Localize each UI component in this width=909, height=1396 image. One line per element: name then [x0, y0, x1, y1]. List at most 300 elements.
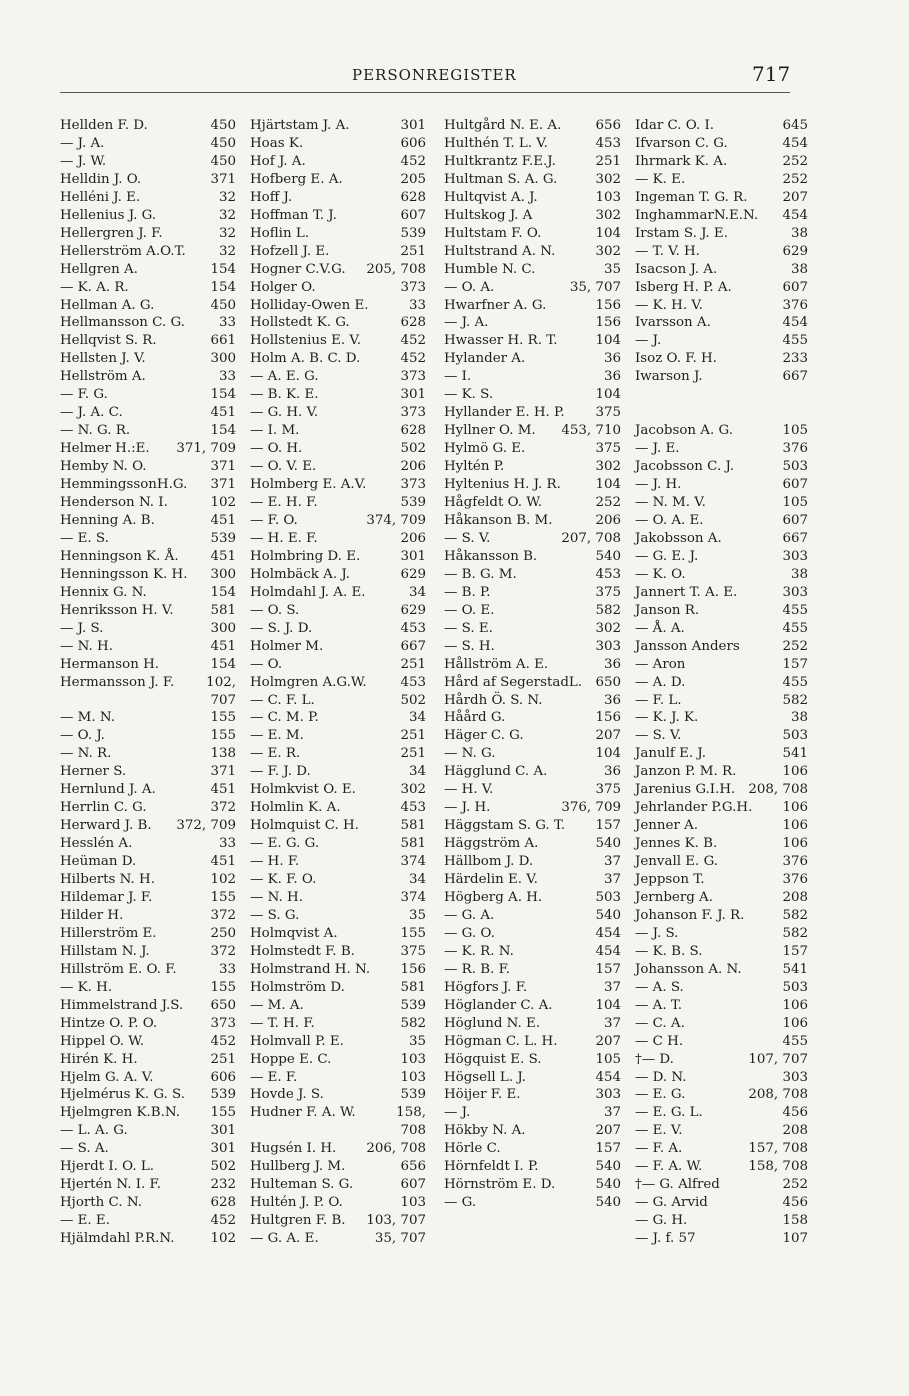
entry-page-reference: 32: [218, 189, 236, 205]
entry-page-reference: 301: [400, 118, 426, 133]
entry-name: Jehrlander P.G.H.: [635, 800, 753, 816]
entry-page-reference: 37: [603, 1105, 621, 1121]
entry-page-reference: 650: [210, 997, 236, 1013]
entry-page-reference: 303: [782, 584, 808, 600]
entry-name: Hoppe E. C.: [250, 1051, 332, 1067]
register-entry: [635, 1104, 808, 1122]
register-entry: [635, 979, 808, 997]
register-entry: [635, 853, 808, 871]
entry-name: Hultgren F. B.: [250, 1213, 346, 1229]
entry-name: Jacobson A. G.: [635, 423, 733, 439]
entry-page-reference: 102: [210, 1231, 236, 1247]
entry-page-reference: 33: [218, 961, 236, 977]
entry-name: Höglander C. A.: [444, 997, 553, 1013]
register-entry: [635, 1140, 808, 1158]
entry-name: Jacobsson C. J.: [635, 459, 735, 475]
entry-page-reference: 303: [782, 1069, 808, 1085]
register-entry: [444, 135, 621, 153]
register-entry: [250, 171, 426, 189]
entry-name: Hård af SegerstadL.: [444, 674, 583, 690]
entry-page-reference: 208: [782, 1123, 808, 1139]
entry-page-reference: 34: [408, 584, 426, 600]
entry-name: — O.: [250, 656, 283, 672]
entry-name: — O. A.: [444, 279, 495, 295]
register-entry: [444, 1051, 621, 1069]
entry-page-reference: 302: [595, 243, 621, 259]
entry-page-reference: 502: [210, 1159, 236, 1175]
register-entry: [60, 656, 236, 674]
entry-page-reference: 454: [595, 943, 621, 959]
entry-page-reference: 450: [210, 297, 236, 313]
header-rule: [60, 92, 790, 93]
entry-name: — E. R.: [250, 746, 301, 762]
entry-name: Hellden F. D.: [60, 118, 148, 133]
register-column-1: [60, 117, 236, 1248]
entry-name: Irstam S. J. E.: [635, 225, 728, 241]
entry-page-reference: 206: [595, 512, 621, 528]
entry-page-reference: 252: [782, 171, 808, 187]
entry-name: Ifvarson C. G.: [635, 135, 728, 151]
entry-name: Häggström A.: [444, 836, 539, 852]
entry-name: — G.: [444, 1195, 477, 1211]
entry-page-reference: 372: [210, 907, 236, 923]
entry-page-reference: 300: [210, 620, 236, 636]
entry-page-reference: 106: [782, 818, 808, 834]
entry-page-reference: 372: [210, 800, 236, 816]
register-entry: [444, 530, 621, 548]
register-entry: [444, 997, 621, 1015]
entry-name: Holmvall P. E.: [250, 1033, 344, 1049]
entry-page-reference: 540: [595, 1195, 621, 1211]
register-entry: [444, 1194, 621, 1212]
entry-page-reference: 250: [210, 925, 236, 941]
entry-page-reference: 106: [782, 1015, 808, 1031]
entry-name: — K. E.: [635, 171, 686, 187]
register-entry: [444, 763, 621, 781]
register-entry: [250, 745, 426, 763]
register-entry: [60, 620, 236, 638]
register-column-4: [635, 117, 808, 1248]
entry-page-reference: 451: [210, 782, 236, 798]
entry-page-reference: 206: [400, 459, 426, 475]
entry-name: Jernberg A.: [635, 889, 713, 905]
register-entry: [60, 1086, 236, 1104]
register-entry: [250, 1140, 426, 1158]
entry-page-reference: 451: [210, 638, 236, 654]
entry-page-reference: 106: [782, 836, 808, 852]
register-entry: [444, 889, 621, 907]
entry-page-reference: 667: [400, 638, 426, 654]
register-entry: [444, 745, 621, 763]
register-entry: [60, 225, 236, 243]
entry-page-reference: 36: [603, 351, 621, 367]
entry-name: Hof J. A.: [250, 153, 306, 169]
page-number: 717: [752, 62, 791, 86]
register-entry: [444, 799, 621, 817]
register-entry: [60, 799, 236, 817]
entry-name: — J.: [444, 1105, 471, 1121]
entry-name: HemmingssonH.G.: [60, 477, 188, 493]
register-entry: [60, 261, 236, 279]
entry-page-reference: 645: [782, 118, 808, 133]
entry-page-reference: 205, 708: [366, 261, 426, 277]
entry-page-reference: 607: [400, 1177, 426, 1193]
entry-page-reference: 154: [210, 261, 236, 277]
entry-name: Ihrmark K. A.: [635, 153, 728, 169]
entry-name: — G. H.: [635, 1213, 688, 1229]
entry-name: Hellman A. G.: [60, 297, 155, 313]
entry-page-reference: 156: [595, 297, 621, 313]
register-entry: [635, 692, 808, 710]
entry-name: Ivarsson A.: [635, 315, 711, 331]
register-entry: [635, 907, 808, 925]
entry-name: Henriksson H. V.: [60, 602, 174, 618]
entry-name: — O. A. E.: [635, 512, 704, 528]
register-entry: [635, 207, 808, 225]
entry-page-reference: 450: [210, 153, 236, 169]
register-entry: [444, 458, 621, 476]
register-entry: [60, 1033, 236, 1051]
register-entry: [635, 404, 808, 422]
entry-name: Helléni J. E.: [60, 189, 141, 205]
register-entry: [635, 494, 808, 512]
entry-page-reference: 155: [210, 1105, 236, 1121]
register-entry: [444, 979, 621, 997]
entry-page-reference: 207: [595, 728, 621, 744]
entry-name: — G. E. J.: [635, 548, 699, 564]
entry-page-reference: 33: [218, 369, 236, 385]
entry-name: — S. A.: [60, 1141, 109, 1157]
entry-name: Henningson K. Å.: [60, 548, 179, 564]
register-entry: [635, 1158, 808, 1176]
register-entry: [250, 458, 426, 476]
entry-page-reference: 32: [218, 225, 236, 241]
entry-page-reference: 708: [400, 1123, 426, 1139]
register-entry: [250, 243, 426, 261]
entry-name: — B. P.: [444, 584, 491, 600]
register-entry: [60, 1122, 236, 1140]
entry-page-reference: 155: [400, 925, 426, 941]
register-entry: [444, 584, 621, 602]
entry-name: Hjorth C. N.: [60, 1195, 142, 1211]
entry-name: Hellerström A.O.T.: [60, 243, 186, 259]
entry-page-reference: 606: [210, 1069, 236, 1085]
register-entry: [635, 1212, 808, 1230]
entry-name: — M. N.: [60, 710, 115, 726]
register-entry: [60, 871, 236, 889]
register-entry: [635, 279, 808, 297]
register-entry: [60, 404, 236, 422]
register-entry: [444, 350, 621, 368]
entry-name: Hellergren J. F.: [60, 225, 163, 241]
entry-page-reference: 453: [400, 620, 426, 636]
entry-name: Holliday-Owen E.: [250, 297, 369, 313]
entry-page-reference: 36: [603, 692, 621, 708]
entry-name: Hilberts N. H.: [60, 872, 155, 888]
entry-name: Hellgren A.: [60, 261, 138, 277]
entry-name: Holmkvist O. E.: [250, 782, 356, 798]
entry-name: — K. A. R.: [60, 279, 129, 295]
entry-name: Hultén J. P. O.: [250, 1195, 343, 1211]
register-entry: [60, 1015, 236, 1033]
entry-name: Hörle C.: [444, 1141, 501, 1157]
entry-page-reference: 376, 709: [561, 800, 621, 816]
entry-name: Hesslén A.: [60, 836, 133, 852]
entry-name: — O. J.: [60, 728, 105, 744]
register-entry: [635, 548, 808, 566]
entry-name: Hildemar J. F.: [60, 889, 153, 905]
register-entry: [635, 745, 808, 763]
entry-name: — I.: [444, 369, 472, 385]
entry-name: — J. A. C.: [60, 405, 123, 421]
entry-name: — E. G. G.: [250, 836, 320, 852]
entry-name: Herner S.: [60, 764, 127, 780]
register-entry: [60, 548, 236, 566]
register-entry: [635, 117, 808, 135]
register-entry: [635, 1015, 808, 1033]
entry-page-reference: 102,: [206, 674, 236, 690]
register-entry: [635, 189, 808, 207]
entry-page-reference: 34: [408, 764, 426, 780]
entry-page-reference: 452: [210, 1213, 236, 1229]
register-entry: [635, 1176, 808, 1194]
entry-page-reference: 453: [595, 566, 621, 582]
entry-page-reference: 454: [782, 207, 808, 223]
register-entry: [250, 512, 426, 530]
entry-name: Hermanson H.: [60, 656, 160, 672]
register-entry: [444, 781, 621, 799]
register-entry: [60, 1176, 236, 1194]
entry-page-reference: 102: [210, 872, 236, 888]
register-entry: [60, 889, 236, 907]
register-entry: [444, 656, 621, 674]
register-entry: [250, 494, 426, 512]
entry-page-reference: 233: [782, 351, 808, 367]
entry-name: Isberg H. P. A.: [635, 279, 732, 295]
entry-page-reference: 456: [782, 1195, 808, 1211]
register-entry: [60, 530, 236, 548]
register-entry: [635, 638, 808, 656]
entry-name: — G. H. V.: [250, 405, 319, 421]
entry-page-reference: 252: [595, 495, 621, 511]
entry-name: Hwarfner A. G.: [444, 297, 547, 313]
entry-name: — E. M.: [250, 728, 304, 744]
register-entry: [444, 1140, 621, 1158]
entry-name: Hjelm G. A. V.: [60, 1069, 154, 1085]
entry-name: — J. H.: [635, 477, 682, 493]
register-entry: [250, 817, 426, 835]
entry-page-reference: 371, 709: [176, 441, 236, 457]
entry-page-reference: 157: [782, 656, 808, 672]
register-entry: [60, 135, 236, 153]
register-column-3: [444, 117, 621, 1212]
entry-page-reference: 155: [210, 979, 236, 995]
register-entry: [250, 1086, 426, 1104]
register-entry: [444, 332, 621, 350]
entry-page-reference: 628: [210, 1195, 236, 1211]
entry-name: Hoas K.: [250, 135, 304, 151]
entry-name: Hofzell J. E.: [250, 243, 330, 259]
entry-page-reference: 104: [595, 997, 621, 1013]
entry-page-reference: 455: [782, 674, 808, 690]
entry-page-reference: 156: [400, 961, 426, 977]
register-entry: [250, 404, 426, 422]
entry-page-reference: 455: [782, 620, 808, 636]
entry-page-reference: 540: [595, 836, 621, 852]
entry-name: Henderson N. I.: [60, 495, 168, 511]
entry-name: Hillstam N. J.: [60, 943, 150, 959]
entry-name: — Aron: [635, 656, 686, 672]
entry-name: Isoz O. F. H.: [635, 351, 717, 367]
entry-name: — F. L.: [635, 692, 682, 708]
entry-page-reference: 37: [603, 979, 621, 995]
entry-page-reference: 629: [782, 243, 808, 259]
entry-page-reference: 540: [595, 907, 621, 923]
entry-name: Holm A. B. C. D.: [250, 351, 361, 367]
entry-page-reference: 371: [210, 171, 236, 187]
register-entry: [444, 297, 621, 315]
entry-page-reference: 503: [782, 728, 808, 744]
entry-name: — N. H.: [250, 889, 303, 905]
entry-page-reference: 37: [603, 872, 621, 888]
entry-page-reference: 301: [210, 1123, 236, 1139]
register-entry: [635, 835, 808, 853]
entry-name: — K. H. V.: [635, 297, 703, 313]
entry-page-reference: 452: [400, 351, 426, 367]
entry-page-reference: 154: [210, 423, 236, 439]
register-entry: [250, 1122, 426, 1140]
entry-name: Hilder H.: [60, 907, 124, 923]
entry-page-reference: 36: [603, 764, 621, 780]
register-entry: [250, 1051, 426, 1069]
entry-page-reference: 376: [782, 854, 808, 870]
register-entry: [635, 440, 808, 458]
entry-page-reference: 371: [210, 459, 236, 475]
entry-name: Jenvall E. G.: [635, 854, 719, 870]
entry-name: Holmbring D. E.: [250, 548, 361, 564]
entry-page-reference: 453: [400, 674, 426, 690]
entry-page-reference: 157: [595, 961, 621, 977]
entry-page-reference: 35: [408, 1033, 426, 1049]
entry-page-reference: 451: [210, 405, 236, 421]
entry-page-reference: 35, 707: [569, 279, 621, 295]
entry-page-reference: 503: [782, 979, 808, 995]
register-entry: [444, 602, 621, 620]
register-entry: [444, 1033, 621, 1051]
register-entry: [250, 135, 426, 153]
entry-page-reference: 38: [790, 261, 808, 277]
register-entry: [444, 422, 621, 440]
entry-page-reference: 207: [595, 1123, 621, 1139]
register-entry: [250, 853, 426, 871]
register-entry: [60, 692, 236, 710]
entry-page-reference: 375: [400, 943, 426, 959]
register-entry: [250, 117, 426, 135]
entry-name: Jarenius G.I.H.: [635, 782, 736, 798]
register-entry: [444, 207, 621, 225]
entry-page-reference: 208, 708: [748, 1087, 808, 1103]
register-entry: [444, 961, 621, 979]
register-entry: [444, 835, 621, 853]
register-entry: [635, 1069, 808, 1087]
register-entry: [250, 781, 426, 799]
entry-name: Höijer F. E.: [444, 1087, 521, 1103]
entry-name: Hemby N. O.: [60, 459, 147, 475]
entry-page-reference: 33: [218, 315, 236, 331]
entry-name: — H. E. F.: [250, 530, 318, 546]
register-entry: [250, 350, 426, 368]
register-entry: [444, 512, 621, 530]
register-entry: [250, 566, 426, 584]
register-entry: [444, 404, 621, 422]
entry-name: Hudner F. A. W.: [250, 1105, 356, 1121]
entry-page-reference: 158: [782, 1213, 808, 1229]
running-head: PERSONREGISTER: [352, 66, 517, 84]
register-entry: [635, 817, 808, 835]
register-entry: [635, 709, 808, 727]
register-entry: [444, 1104, 621, 1122]
register-entry: [250, 530, 426, 548]
register-entry: [60, 781, 236, 799]
register-entry: [250, 440, 426, 458]
entry-name: — O. V. E.: [250, 459, 317, 475]
entry-page-reference: 582: [782, 925, 808, 941]
entry-name: — F. G.: [60, 387, 108, 403]
entry-page-reference: 455: [782, 333, 808, 349]
register-entry: [60, 332, 236, 350]
register-entry: [250, 548, 426, 566]
entry-page-reference: 207: [595, 1033, 621, 1049]
entry-name: †— G. Alfred: [635, 1177, 720, 1193]
register-entry: [635, 1122, 808, 1140]
entry-page-reference: 303: [595, 1087, 621, 1103]
entry-page-reference: 372: [210, 943, 236, 959]
entry-name: — E. G. L.: [635, 1105, 703, 1121]
entry-page-reference: 34: [408, 872, 426, 888]
entry-page-reference: 251: [400, 243, 426, 259]
entry-name: — N. G. R.: [60, 423, 131, 439]
register-entry: [635, 512, 808, 530]
register-entry: [250, 1033, 426, 1051]
register-entry: [444, 1086, 621, 1104]
register-entry: [60, 297, 236, 315]
register-entry: [60, 602, 236, 620]
entry-name: Holmlin K. A.: [250, 800, 341, 816]
register-entry: [250, 889, 426, 907]
entry-page-reference: 371: [210, 764, 236, 780]
entry-name: — A. D.: [635, 674, 686, 690]
register-entry: [60, 566, 236, 584]
entry-name: Hjelmérus K. G. S.: [60, 1087, 186, 1103]
entry-name: — S. J. D.: [250, 620, 313, 636]
entry-name: Högberg A. H.: [444, 889, 543, 905]
register-entry: [444, 871, 621, 889]
entry-name: Holger O.: [250, 279, 316, 295]
register-entry: [250, 422, 426, 440]
register-entry: [250, 279, 426, 297]
register-entry: [444, 314, 621, 332]
entry-page-reference: 374, 709: [366, 512, 426, 528]
entry-page-reference: 106: [782, 764, 808, 780]
entry-name: Jenner A.: [635, 818, 699, 834]
entry-page-reference: 105: [595, 1051, 621, 1067]
entry-name: Holmer M.: [250, 638, 324, 654]
entry-page-reference: 107, 707: [748, 1051, 808, 1067]
register-entry: [635, 243, 808, 261]
entry-page-reference: 628: [400, 423, 426, 439]
entry-name: Jansson Anders: [635, 638, 740, 654]
entry-page-reference: 206, 708: [366, 1141, 426, 1157]
